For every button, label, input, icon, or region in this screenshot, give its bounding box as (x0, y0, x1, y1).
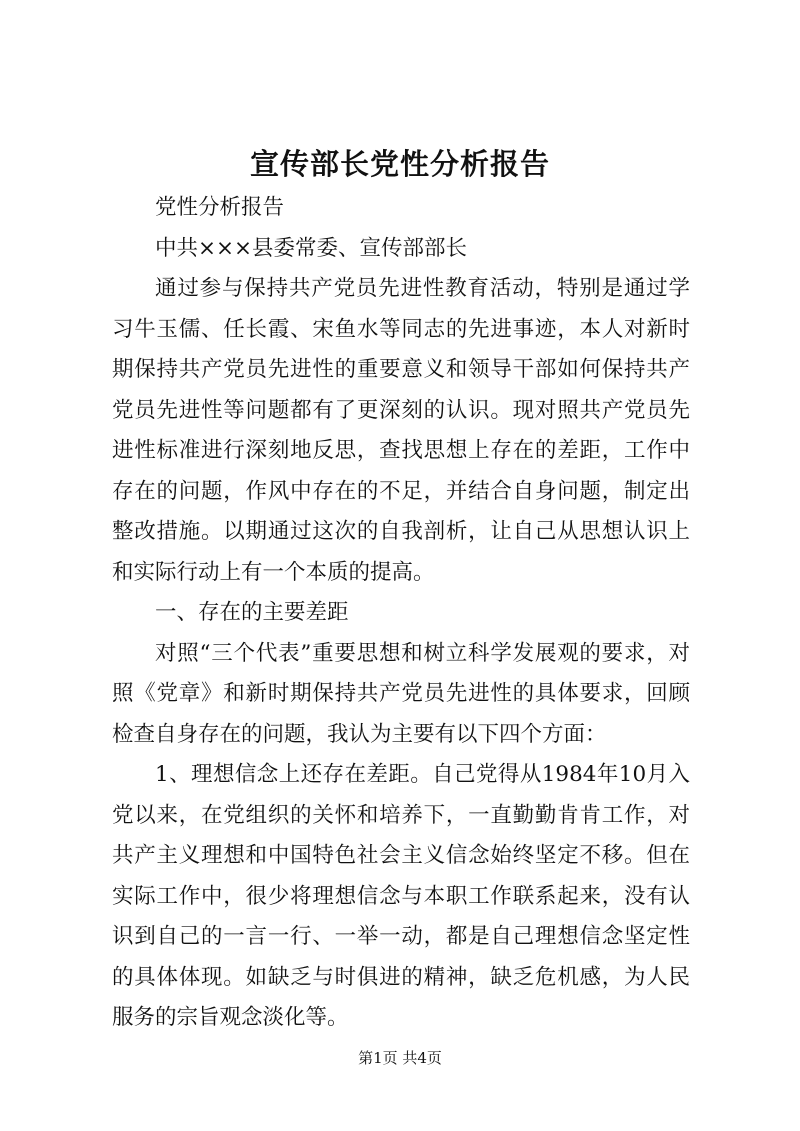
paragraph-author: 中共×××县委常委、宣传部部长 (155, 235, 468, 261)
page-footer: 第1页 共4页 (358, 1049, 442, 1067)
document-body (112, 188, 690, 1039)
paragraph-review: 对照“三个代表”重要思想和树立科学发展观的要求，对照《党章》和新时期保持共产党员先进性的具体要求，回顾检查自身存在的问题，我认为主要有以下四个方面： (112, 640, 690, 747)
paragraph-subtitle: 党性分析报告 (155, 195, 285, 220)
document-title: 宣传部长党性分析报告 (249, 147, 550, 181)
section-heading: 一、存在的主要差距 (155, 600, 349, 625)
paragraph-intro: 通过参与保持共产党员先进性教育活动，特别是通过学习牛玉儒、任长霞、宋鱼水等同志的先进事迹，本人对新时期保持共产党员先进性的重要意义和领导干部如何保持共产党员先进性等问题都有了更深刻的认识。现对照共产党员先进性标准进行深刻地反思，查找思想上存在的差距，工作中存在的问题，作风中存在的不足，并结合自身问题，制定出整改措施。以期通过这次的自我剖析，让自己从思想认识上和实际行动上有一个本质的提高。 (112, 276, 690, 585)
paragraph-point-1: 1、理想信念上还存在差距。自己党得从1984年10月入党以来，在党组织的关怀和培养下，一直勤勤肯肯工作，对共产主义理想和中国特色社会主义信念始终坚定不移。但在实际工作中，很少将理想信念与本职工作联系起来，没有认识到自己的一言一行、一举一动，都是自己理想信念坚定性的具体体现。如缺乏与时俱进的精神，缺乏危机感，为人民服务的宗旨观念淡化等。 (112, 762, 690, 1030)
